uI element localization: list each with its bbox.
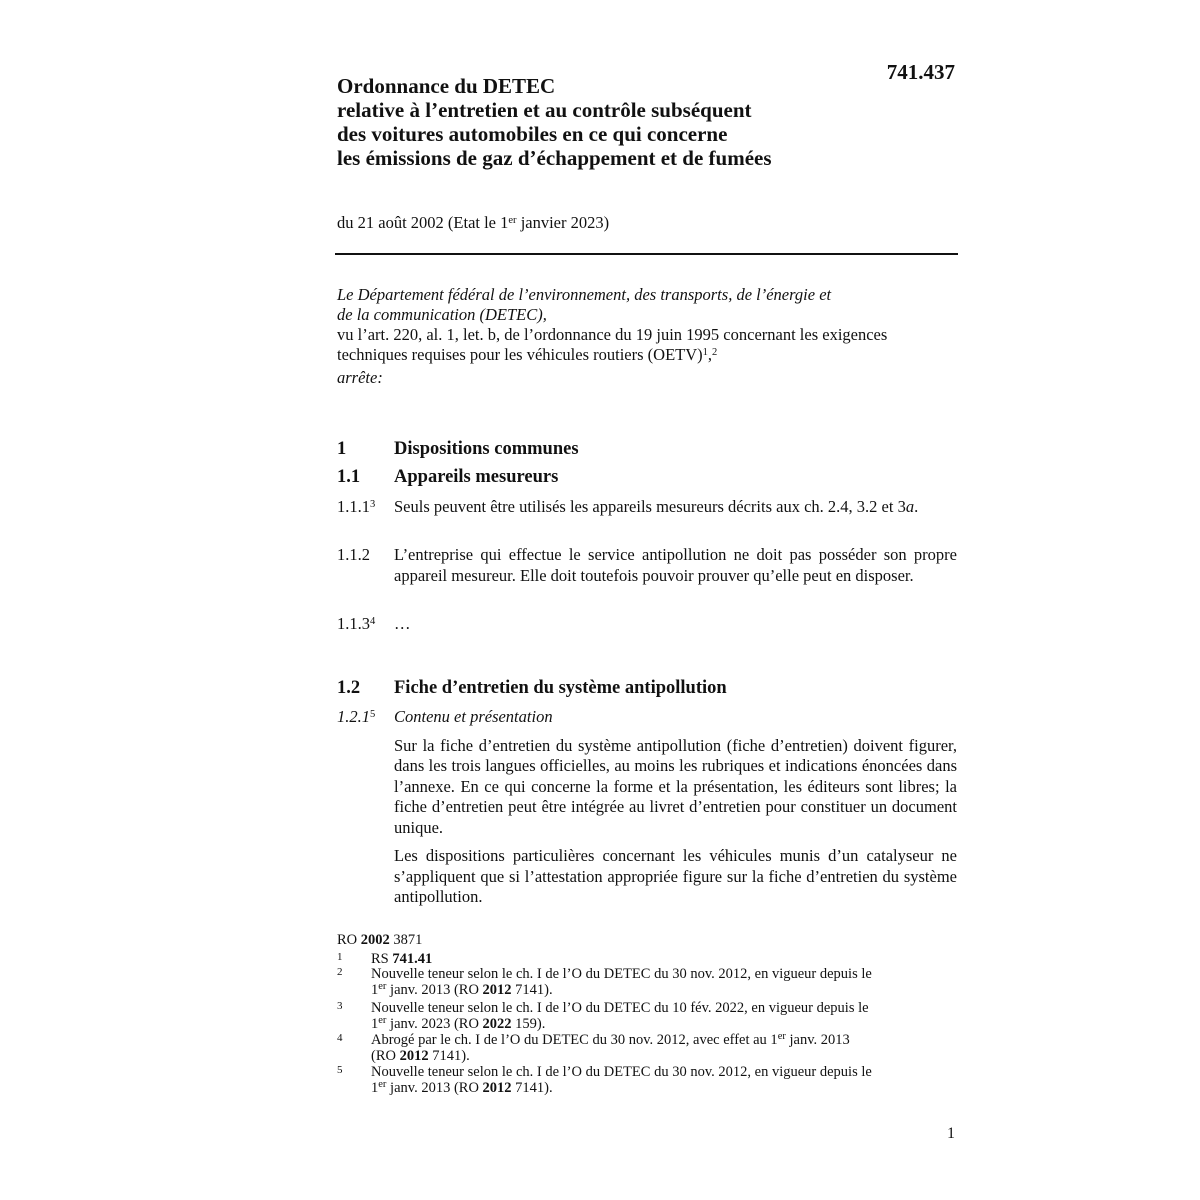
document-title — [337, 74, 857, 170]
authority-line: de la communication (DETEC), — [337, 305, 547, 324]
footnote-text: Nouvelle teneur selon le ch. I de l’O du DETEC du 10 fév. 2022, en vigueur depuis le 1er janv. 2023 (RO 2022 159). — [371, 1000, 869, 1032]
paragraph-text: Sur la fiche d’entretien du système antipollution (fiche d’entretien) doivent figurer, dans les trois langues officielles, au moins les rubriques et indications énoncées dans l’annexe. En ce qui concerne la forme et la présentation, les éditeurs sont libres; la fiche d’entretien peut être intégrée au livret d’entretien pour constituer un document unique. — [394, 735, 957, 837]
footnote-text: RS 741.41 — [371, 951, 433, 967]
paragraph-number: 1.1.1$^3$ — [337, 497, 376, 516]
considering-text: techniques requises pour les véhicules routiers (OETV) — [337, 345, 703, 364]
paragraph-number: 1.1.2 — [337, 545, 370, 564]
preamble — [337, 285, 957, 388]
paragraph-number: 1.1.3$^4$ — [337, 614, 376, 633]
footnote-ref[interactable]: 5 — [370, 709, 376, 720]
considering-line: vu l’art. 220, al. 1, let. b, de l’ordonnance du 19 juin 1995 concernant les exigences — [337, 325, 888, 344]
paragraph-heading: Contenu et présentation — [394, 707, 553, 726]
paragraph-text: … — [394, 614, 411, 633]
footnote — [337, 1000, 937, 1032]
section-heading-1-1 — [337, 467, 558, 488]
paragraph-1-2-1 — [337, 707, 957, 908]
title-line: des voitures automobiles en ce qui concerne — [337, 122, 728, 146]
paragraph-1-1-3 — [337, 614, 957, 635]
footnote-number: 4 — [337, 1032, 343, 1044]
footnote — [337, 1064, 937, 1096]
paragraph-1-1-1 — [337, 497, 957, 518]
section-heading-1 — [337, 439, 579, 460]
decrees-line: arrête: — [337, 368, 383, 387]
footnote-number: 1 — [337, 951, 343, 963]
section-number: 1.2 — [337, 678, 361, 698]
footnote-ref[interactable]: 4 — [370, 616, 376, 627]
title-line: Ordonnance du DETEC — [337, 74, 556, 98]
date-superscript: er — [508, 215, 517, 226]
date-text: du 21 août 2002 (Etat le 1 — [337, 213, 509, 232]
separator: , — [707, 345, 713, 364]
footnote-text: Nouvelle teneur selon le ch. I de l’O du DETEC du 30 nov. 2012, en vigueur depuis le 1er janv. 2013 (RO 2012 7141). — [371, 966, 872, 998]
paragraph-text: Les dispositions particulières concernant les véhicules munis d’un catalyseur ne s’appliquent que si l’attestation appropriée figure sur la fiche d’entretien du système antipollution. — [394, 846, 957, 906]
considering-line — [337, 345, 957, 365]
official-compilation-ref: RO 2002 3871 — [337, 932, 423, 948]
page-number: 1 — [947, 1125, 955, 1142]
footnote — [337, 966, 937, 998]
header-divider — [335, 253, 958, 255]
footnote-ref[interactable]: 1 — [702, 347, 708, 358]
footnote-text: Abrogé par le ch. I de l’O du DETEC du 30 nov. 2012, avec effet au 1er janv. 2013 (RO 2012 7141). — [371, 1031, 850, 1064]
date-text-end: janvier 2023) — [516, 213, 610, 232]
footnote-text: Nouvelle teneur selon le ch. I de l’O du DETEC du 30 nov. 2012, en vigueur depuis le 1er janv. 2013 (RO 2012 7141). — [371, 1064, 872, 1096]
section-number: 1 — [337, 439, 347, 459]
footnote-number: 2 — [337, 966, 343, 978]
section-title: Dispositions communes — [394, 439, 579, 459]
date-line — [337, 213, 609, 233]
paragraph-number: 1.2.1$^5$ — [337, 707, 376, 726]
section-title: Appareils mesureurs — [394, 467, 559, 487]
paragraph-1-1-2 — [337, 545, 957, 586]
footnote-ref[interactable]: 3 — [370, 499, 376, 510]
footnote-number: 5 — [337, 1064, 343, 1076]
authority-line: Le Département fédéral de l’environnement, des transports, de l’énergie et — [337, 285, 832, 304]
footnote-number: 3 — [337, 1000, 343, 1012]
section-heading-1-2 — [337, 678, 727, 699]
title-line: les émissions de gaz d’échappement et de fumées — [337, 146, 772, 170]
footnote — [337, 951, 937, 967]
paragraph-text: L’entreprise qui effectue le service antipollution ne doit pas posséder son propre appareil mesureur. Elle doit toutefois pouvoir prouver qu’elle peut en disposer. — [394, 545, 957, 585]
document-number: 741.437 — [886, 60, 955, 84]
section-title: Fiche d’entretien du système antipollution — [394, 678, 727, 698]
footnote-ref[interactable]: 2 — [712, 347, 718, 358]
paragraph-text: Seuls peuvent être utilisés les appareils mesureurs décrits aux ch. 2.4, 3.2 et 3a. — [394, 497, 919, 516]
title-line: relative à l’entretien et au contrôle subséquent — [337, 98, 752, 122]
footnote — [337, 1032, 937, 1064]
section-number: 1.1 — [337, 467, 361, 487]
